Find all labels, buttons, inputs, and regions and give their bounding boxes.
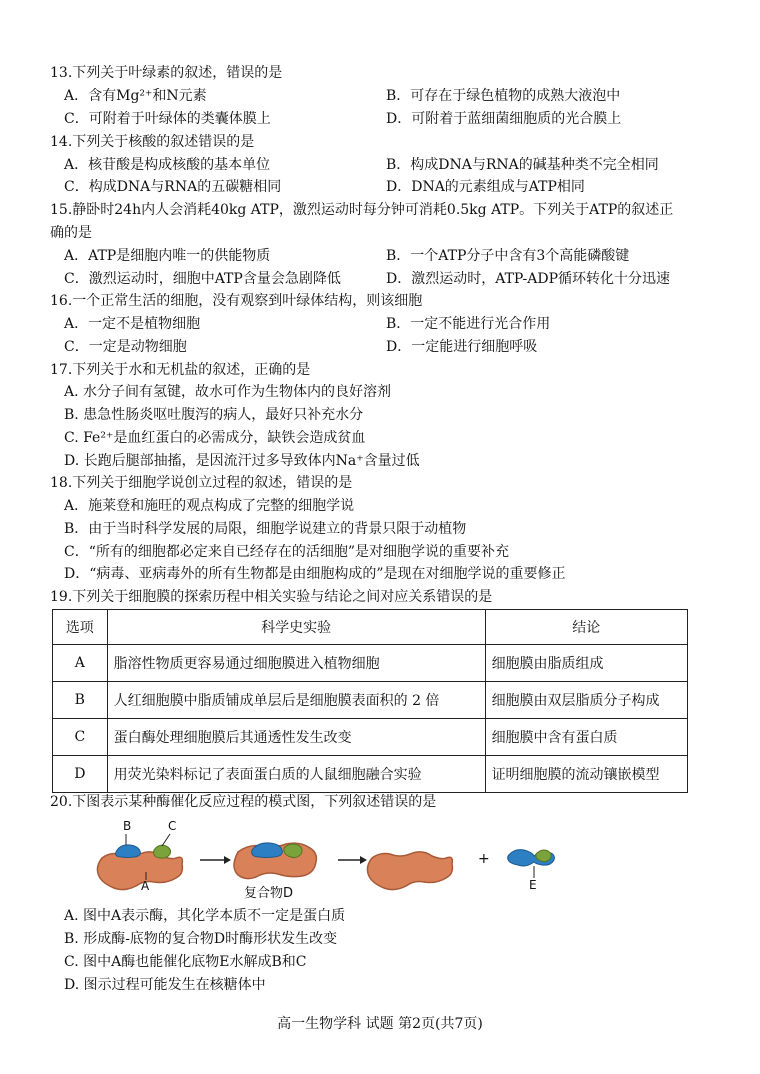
q14-option-c: C．构成DNA与RNA的五碳糖相同 xyxy=(64,179,282,195)
label-a: A xyxy=(141,879,150,893)
table-cell: 蛋白酶处理细胞膜后其通透性发生改变 xyxy=(107,719,485,756)
q20-stem: 20.下图表示某种酶催化反应过程的模式图，下列叙述错误的是 xyxy=(50,794,437,810)
table-cell: B xyxy=(53,682,108,719)
table-row xyxy=(53,645,688,682)
substrate-b-shape xyxy=(116,845,141,858)
q17-option-d: D. 长跑后腿部抽搐，是因流汗过多导致体内Na⁺含量过低 xyxy=(64,453,420,469)
plus-sign: + xyxy=(478,851,490,867)
label-complex-d: 复合物D xyxy=(244,886,294,901)
table-header-cell: 结论 xyxy=(485,610,687,645)
q15-stem-line2: 确的是 xyxy=(50,225,92,241)
table-header-cell: 科学史实验 xyxy=(107,610,485,645)
enzyme-diagram xyxy=(96,816,576,901)
substrate-c-shape xyxy=(154,845,171,858)
q18-option-a: A．施莱登和施旺的观点构成了完整的细胞学说 xyxy=(64,498,355,514)
table-cell: 脂溶性物质更容易通过细胞膜进入植物细胞 xyxy=(107,645,485,682)
q17-option-a: A. 水分子间有氢键，故水可作为生物体内的良好溶剂 xyxy=(64,384,392,400)
q14-option-b: B．构成DNA与RNA的碱基种类不完全相同 xyxy=(386,157,659,173)
table-cell: 细胞膜由脂质组成 xyxy=(485,645,687,682)
table-header-row xyxy=(53,610,688,645)
q16-option-d: D．一定能进行细胞呼吸 xyxy=(386,339,538,355)
q15-option-c: C．激烈运动时，细胞中ATP含量会急剧降低 xyxy=(64,271,341,287)
q18-option-b: B．由于当时科学发展的局限，细胞学说建立的背景只限于动植物 xyxy=(64,521,467,537)
q15-option-b: B．一个ATP分子中含有3个高能磷酸键 xyxy=(386,248,630,264)
q19-stem: 19.下列关于细胞膜的探索历程中相关实验与结论之间对应关系错误的是 xyxy=(50,589,493,605)
label-b: B xyxy=(123,819,132,833)
q17-option-c: C. Fe²⁺是血红蛋白的必需成分，缺铁会造成贫血 xyxy=(64,430,366,446)
q15-stem-line1: 15.静卧时24h内人会消耗40kg ATP，激烈运动时每分钟可消耗0.5kg ATP。下列关于ATP的叙述正 xyxy=(50,202,674,218)
table-cell: 用荧光染料标记了表面蛋白质的人鼠细胞融合实验 xyxy=(107,756,485,793)
page-footer: 高一生物学科 试题 第2页(共7页) xyxy=(277,1016,483,1032)
q17-option-b: B. 患急性肠炎呕吐腹泻的病人，最好只补充水分 xyxy=(64,407,364,423)
q19-table xyxy=(52,609,688,793)
table-cell: C xyxy=(53,719,108,756)
table-cell: 证明细胞膜的流动镶嵌模型 xyxy=(485,756,687,793)
q16-option-a: A．一定不是植物细胞 xyxy=(64,316,201,332)
q14-stem: 14.下列关于核酸的叙述错误的是 xyxy=(50,134,255,150)
table-header-cell: 选项 xyxy=(53,610,108,645)
q18-option-d: D．“病毒、亚病毒外的所有生物都是由细胞构成的”是现在对细胞学说的重要修正 xyxy=(64,566,566,582)
q20-option-a: A. 图中A表示酶，其化学本质不一定是蛋白质 xyxy=(64,908,346,924)
table-cell: 人红细胞膜中脂质铺成单层后是细胞膜表面积的 2 倍 xyxy=(107,682,485,719)
q15-option-a: A．ATP是细胞内唯一的供能物质 xyxy=(64,248,271,264)
enzyme-a-shape xyxy=(97,852,182,890)
free-enzyme-shape xyxy=(367,852,452,890)
q20-option-b: B. 形成酶-底物的复合物D时酶形状发生改变 xyxy=(64,931,338,947)
q17-stem: 17.下列关于水和无机盐的叙述，正确的是 xyxy=(50,362,311,378)
q13-stem: 13.下列关于叶绿素的叙述，错误的是 xyxy=(50,65,283,81)
table-cell: 细胞膜由双层脂质分子构成 xyxy=(485,682,687,719)
q14-option-d: D．DNA的元素组成与ATP相同 xyxy=(386,179,585,195)
q20-option-c: C. 图中A酶也能催化底物E水解成B和C xyxy=(64,954,307,970)
q15-option-d: D．激烈运动时，ATP-ADP循环转化十分迅速 xyxy=(386,271,671,287)
table-row xyxy=(53,719,688,756)
q18-option-c: C．“所有的细胞都必定来自已经存在的活细胞”是对细胞学说的重要补充 xyxy=(64,544,510,560)
label-e: E xyxy=(529,878,537,892)
q14-option-a: A．核苷酸是构成核酸的基本单位 xyxy=(64,157,271,173)
q16-option-c: C．一定是动物细胞 xyxy=(64,339,187,355)
q13-option-c: C．可附着于叶绿体的类囊体膜上 xyxy=(64,111,271,127)
q13-option-a: A．含有Mg²⁺和N元素 xyxy=(64,88,207,104)
table-cell: A xyxy=(53,645,108,682)
table-row xyxy=(53,756,688,793)
q18-stem: 18.下列关于细胞学说创立过程的叙述，错误的是 xyxy=(50,475,353,491)
label-c: C xyxy=(168,819,177,833)
q13-option-b: B．可存在于绿色植物的成熟大液泡中 xyxy=(386,88,621,104)
q16-option-b: B．一定不能进行光合作用 xyxy=(386,316,551,332)
q13-option-d: D．可附着于蓝细菌细胞质的光合膜上 xyxy=(386,111,622,127)
q20-option-d: D. 图示过程可能发生在核糖体中 xyxy=(64,977,266,993)
q16-stem: 16.一个正常生活的细胞，没有观察到叶绿体结构，则该细胞 xyxy=(50,293,423,309)
table-cell: D xyxy=(53,756,108,793)
table-cell: 细胞膜中含有蛋白质 xyxy=(485,719,687,756)
table-row xyxy=(53,682,688,719)
